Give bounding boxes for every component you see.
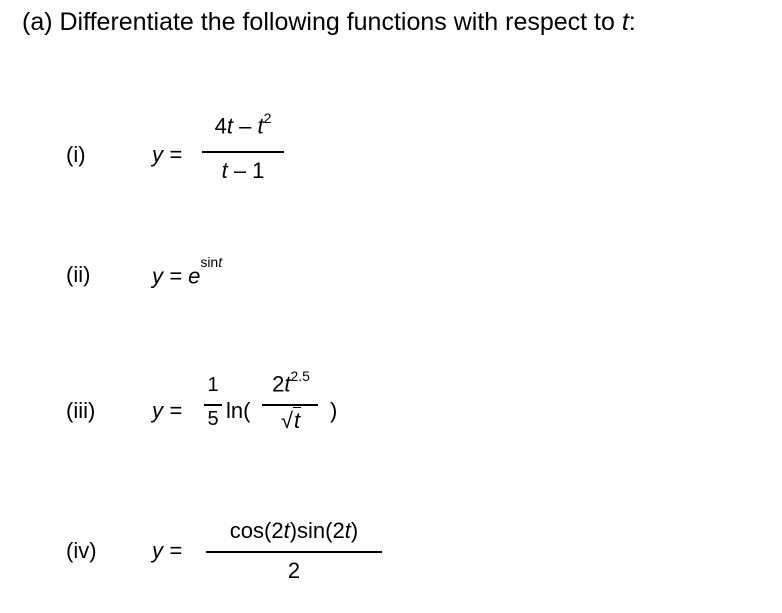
- heading-variable: t: [621, 8, 629, 36]
- coefficient-numerator: 1: [207, 374, 219, 396]
- equation-i-numerator: $4t - t^2$: [214, 110, 272, 139]
- ln-function: ln(: [226, 398, 251, 423]
- question-heading: [22, 8, 636, 37]
- equation-i-denominator: t – 1: [221, 158, 265, 183]
- equation-iv-fraction: [204, 512, 384, 592]
- inner-numerator: $2t^{2.5}$: [272, 368, 310, 397]
- item-label-iv: (iv): [66, 538, 97, 563]
- item-label-ii: (ii): [66, 262, 91, 287]
- equation-iii-inner-fraction: [256, 364, 326, 448]
- inner-fraction-bar: [262, 404, 318, 406]
- item-label-iii: (iii): [66, 398, 96, 423]
- equation-ii: $y = e^{sint}$: [152, 254, 223, 289]
- heading-suffix: :: [628, 8, 636, 36]
- equation-i-fraction: [200, 108, 286, 188]
- heading-text: (a) Differentiate the following functions with respect to: [22, 8, 622, 36]
- equation-i-lhs: y =: [152, 142, 182, 167]
- equation-iv-fraction-bar: [206, 551, 382, 553]
- item-label-i: (i): [66, 142, 86, 167]
- coefficient-bar: [204, 404, 222, 406]
- inner-denominator: √t: [280, 408, 301, 433]
- equation-iv-denominator: 2: [287, 558, 301, 583]
- equation-iv-lhs: y =: [152, 538, 182, 563]
- ln-close-paren: ): [330, 398, 338, 423]
- coefficient-denominator: 5: [207, 408, 219, 430]
- equation-iii-lhs: y =: [152, 398, 182, 423]
- equation-iii-coefficient: [200, 372, 226, 442]
- equation-i-fraction-bar: [202, 151, 284, 153]
- equation-iv-numerator: cos(2t)sin(2t): [229, 518, 359, 543]
